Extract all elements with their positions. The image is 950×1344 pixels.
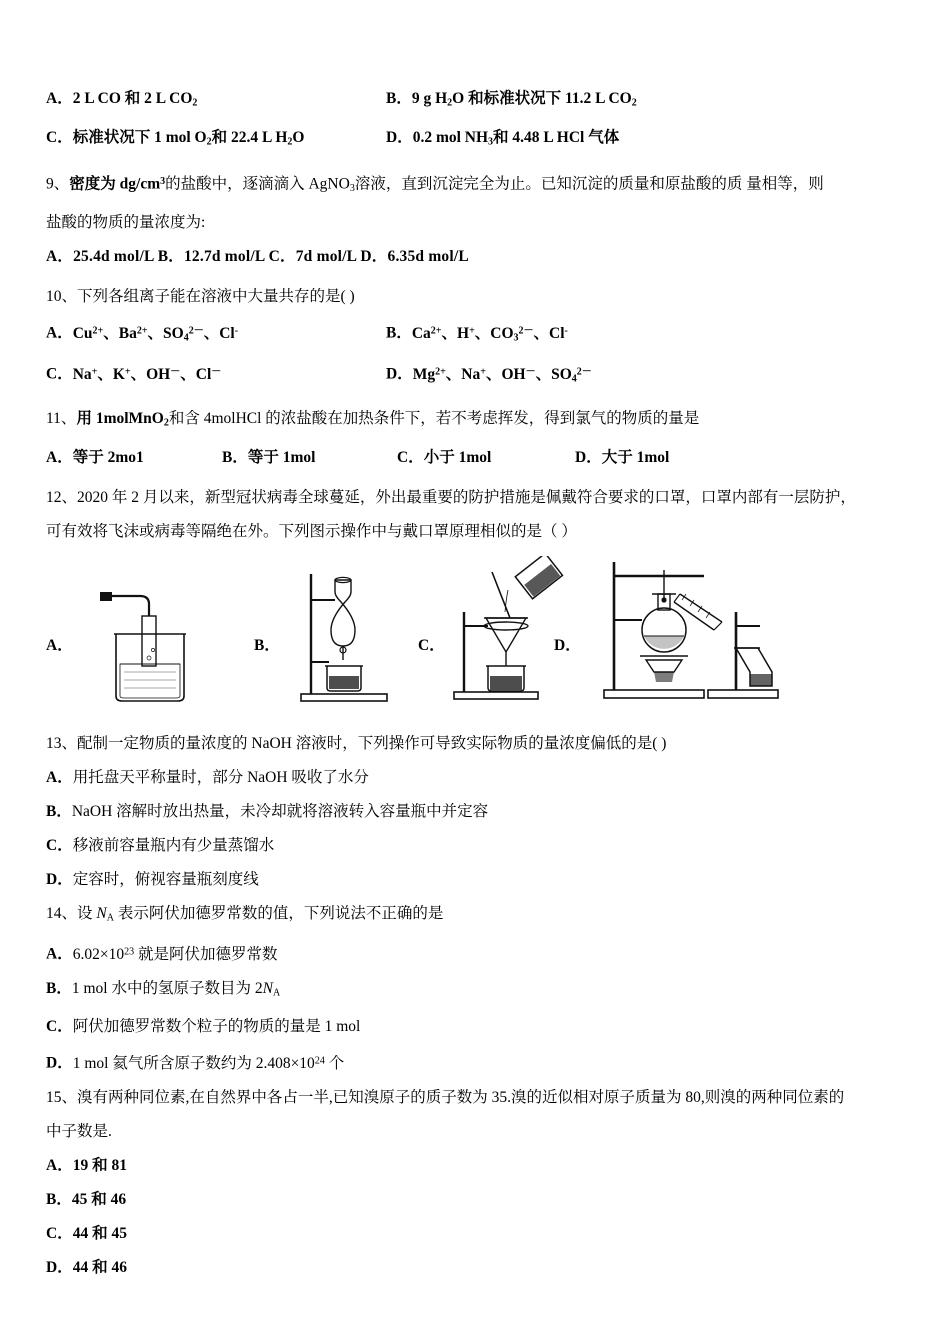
separating-funnel-icon — [289, 566, 399, 706]
question-12-number: 12、 — [46, 488, 78, 506]
question-15 — [46, 1081, 912, 1285]
question-13-stem — [46, 727, 912, 761]
option-d-text-1: 0.2 mol NH — [412, 128, 489, 146]
q15-option-a-label: A． — [46, 1156, 73, 1174]
q11-option-a — [46, 441, 222, 475]
question-9-stem-line-1 — [46, 165, 912, 206]
option-c-sub-2: 2 — [287, 136, 293, 147]
question-13-number: 13、 — [46, 734, 78, 752]
question-10-stem-text: 下列各组离子能在溶液中大量共存的是( ) — [77, 288, 355, 305]
q15-option-d-text: 44 和 46 — [72, 1258, 127, 1276]
question-9-stem-sup: 3 — [160, 176, 166, 187]
question-9-options: A．25.4d mol/L B．12.7d mol/L C．7d mol/L D．6.35d mol/L — [46, 248, 469, 265]
question-12-stem-line-2: 可有效将飞沫或病毒等隔绝在外。下列图示操作中与戴口罩原理相似的是（ ） — [46, 522, 577, 540]
question-11-stem — [46, 402, 912, 441]
option-b — [386, 82, 637, 121]
q10-option-d-label: D． — [386, 365, 413, 383]
option-a-label: A． — [46, 90, 73, 107]
question-14-option-d: D．1 mol 氦气所含原子数约为 $2.408\times 10^{24}$ 个 — [46, 1054, 345, 1072]
figure-d-label: D． — [554, 636, 581, 654]
question-12-figures — [46, 561, 912, 711]
question-9-stem-part-1: 密度为 dg/cm — [69, 175, 161, 193]
question-14-stem — [46, 897, 912, 936]
figure-d — [586, 556, 806, 711]
option-d — [386, 121, 619, 160]
q11-option-c — [397, 441, 575, 475]
question-14-option-b: B．1 mol 水中的氢原子数目为 $2N_A$ — [46, 979, 281, 998]
q10-option-a-label: A． — [46, 324, 73, 342]
question-14-stem-part-1: 设 — [77, 904, 97, 922]
funnel-filtration-icon — [446, 556, 576, 706]
q13-option-a-text: 用托盘天平称量时，部分 NaOH 吸收了水分 — [72, 768, 369, 786]
question-9-number: 9、 — [46, 175, 70, 193]
option-c-text-1: 标准状况下 1 mol O — [72, 128, 207, 146]
question-11 — [46, 402, 912, 475]
figure-c-label: C． — [418, 636, 445, 654]
q11-option-d-text: 大于 1mol — [601, 448, 670, 466]
option-d-label: D． — [386, 128, 413, 146]
q15-option-d-label: D． — [46, 1258, 73, 1276]
question-10-option-a: A．$Cu^{2+}$、$Ba^{2+}$、$SO_4^{2-}$、Cl- — [46, 324, 239, 343]
filtration-beaker-icon — [86, 586, 206, 706]
option-a-text: 2 L CO 和 2 L CO — [72, 90, 193, 107]
question-14-option-a: A．$6.02\times 10^{23}$ 就是阿伏加德罗常数 — [46, 945, 278, 963]
question-14-stem-part-2: 表示阿伏加德罗常数的值，下列说法不正确的是 — [113, 904, 444, 922]
option-c-text-3: O — [292, 128, 305, 146]
question-10 — [46, 280, 912, 396]
question-12-stem-line-1 — [46, 481, 912, 515]
option-b-sub-2: 2 — [631, 97, 637, 109]
q15-option-b-text: 45 和 46 — [71, 1190, 127, 1208]
question-13-option-d — [46, 863, 912, 897]
option-c-text-2: 和 22.4 L H — [211, 128, 288, 146]
option-b-text-1: 9 g H — [411, 90, 448, 107]
question-10-stem — [46, 280, 912, 314]
question-15-number: 15、 — [46, 1088, 78, 1106]
question-15-stem-line-2: 中子数是. — [46, 1122, 112, 1140]
question-14-number: 14、 — [46, 904, 78, 922]
q14-option-b-label: B． — [46, 979, 72, 997]
question-9-stem-part-3: 溶液，直到沉淀完全为止。已知沉淀的质量和原盐酸的质 量相等，则 — [354, 175, 824, 193]
option-b-sub-1: 2 — [447, 97, 453, 109]
figure-a-label: A． — [46, 636, 73, 654]
question-14-symbol-n: N — [96, 904, 107, 922]
q13-option-b-text: NaOH 溶解时放出热量，未冷却就将溶液转入容量瓶中并定容 — [71, 802, 489, 820]
option-c-sub-1: 2 — [206, 136, 212, 147]
question-8-options — [46, 82, 912, 159]
q11-option-c-text: 小于 1mol — [423, 448, 492, 466]
q11-option-a-label: A． — [46, 448, 73, 466]
q11-option-d-label: D． — [575, 448, 602, 466]
q11-option-b-label: B． — [222, 448, 248, 466]
option-c — [46, 121, 386, 160]
question-15-option-b — [46, 1183, 912, 1217]
figure-a — [86, 586, 206, 711]
option-a — [46, 82, 386, 121]
question-9-stem-line-2: 盐酸的物质的量浓度为: — [46, 214, 206, 231]
option-a-sub: 2 — [192, 97, 198, 109]
q13-option-c-text: 移液前容量瓶内有少量蒸馏水 — [72, 836, 275, 854]
q13-option-b-label: B． — [46, 802, 72, 820]
option-d-text-2: 和 4.48 L HCl 气体 — [493, 128, 620, 146]
document-content — [46, 82, 912, 1285]
question-13 — [46, 727, 912, 897]
q11-option-b — [222, 441, 397, 475]
question-11-stem-part-1: 用 1molMnO — [76, 410, 164, 427]
question-15-option-d — [46, 1251, 912, 1285]
q15-option-c-text: 44 和 45 — [72, 1224, 127, 1242]
q13-option-c-label: C． — [46, 836, 73, 854]
question-10-option-d: D．$Mg^{2+}$、Na+、OH－、$SO_4^{2-}$ — [386, 365, 592, 384]
q15-option-c-label: C． — [46, 1224, 73, 1242]
question-15-option-a — [46, 1149, 912, 1183]
q13-option-d-text: 定容时，俯视容量瓶刻度线 — [72, 870, 259, 888]
q11-option-c-label: C． — [397, 448, 424, 466]
question-9-stem-part-2: 的盐酸中，逐滴滴入 AgNO — [165, 175, 350, 193]
q14-option-a-label: A． — [46, 945, 73, 963]
option-row-cd — [46, 121, 912, 160]
option-row-ab — [46, 82, 912, 121]
q14-option-d-label: D． — [46, 1054, 73, 1072]
figure-b-label: B． — [254, 636, 280, 654]
question-11-options — [46, 441, 912, 475]
question-14-option-c — [46, 1010, 912, 1044]
question-15-stem-line-1 — [46, 1081, 912, 1115]
question-11-stem-sub: 2 — [163, 417, 169, 429]
q13-option-d-label: D． — [46, 870, 73, 888]
question-10-option-b: B．$Ca^{2+}$、H+、$CO_3^{2-}$、Cl- — [386, 324, 568, 343]
question-12 — [46, 481, 912, 711]
question-12-stem-text-1: 2020 年 2 月以来，新型冠状病毒全球蔓延，外出最重要的防护措施是佩戴符合要求的口罩，口罩内部有一层防护， — [77, 488, 856, 506]
q11-option-d — [575, 441, 669, 475]
question-14-symbol-sub: A — [106, 912, 114, 923]
question-15-option-c — [46, 1217, 912, 1251]
q11-option-b-text: 等于 1mol — [247, 448, 316, 466]
question-9 — [46, 165, 912, 274]
question-13-option-c — [46, 829, 912, 863]
figure-b — [289, 566, 399, 711]
question-10-options-row-1 — [46, 314, 912, 355]
q10-option-b-label: B． — [386, 324, 412, 342]
q11-option-a-text: 等于 2mo1 — [72, 448, 144, 466]
option-c-label: C． — [46, 128, 73, 146]
question-9-stem-sub: 3 — [349, 183, 355, 194]
question-13-option-a — [46, 761, 912, 795]
q15-option-a-text: 19 和 81 — [72, 1156, 127, 1174]
distillation-icon — [586, 556, 806, 706]
q15-option-b-label: B． — [46, 1190, 72, 1208]
q14-option-c-text: 阿伏加德罗常数个粒子的物质的量是 1 mol — [72, 1018, 361, 1035]
question-10-options-row-2 — [46, 355, 912, 396]
q10-option-c-label: C． — [46, 365, 73, 383]
question-10-option-c: C．Na+、K+、OH－、Cl－ — [46, 365, 222, 383]
question-13-stem-text: 配制一定物质的量浓度的 NaOH 溶液时，下列操作可导致实际物质的量浓度偏低的是( ) — [77, 734, 667, 752]
question-14 — [46, 897, 912, 1081]
q14-option-c-label: C． — [46, 1018, 73, 1035]
option-b-label: B． — [386, 90, 412, 107]
question-11-stem-part-2: 和含 4molHCl 的浓盐酸在加热条件下，若不考虑挥发，得到氯气的物质的量是 — [168, 410, 700, 427]
option-d-sub-1: 3 — [488, 136, 494, 147]
option-b-text-2: O 和标准状况下 11.2 L CO — [452, 90, 632, 107]
question-10-number: 10、 — [46, 288, 78, 305]
question-13-option-b — [46, 795, 912, 829]
q13-option-a-label: A． — [46, 768, 73, 786]
question-15-stem-text-1: 溴有两种同位素,在自然界中各占一半,已知溴原子的质子数为 35.溴的近似相对原子质量为 80,则溴的两种同位素的 — [77, 1088, 845, 1106]
question-11-number: 11、 — [46, 410, 77, 427]
